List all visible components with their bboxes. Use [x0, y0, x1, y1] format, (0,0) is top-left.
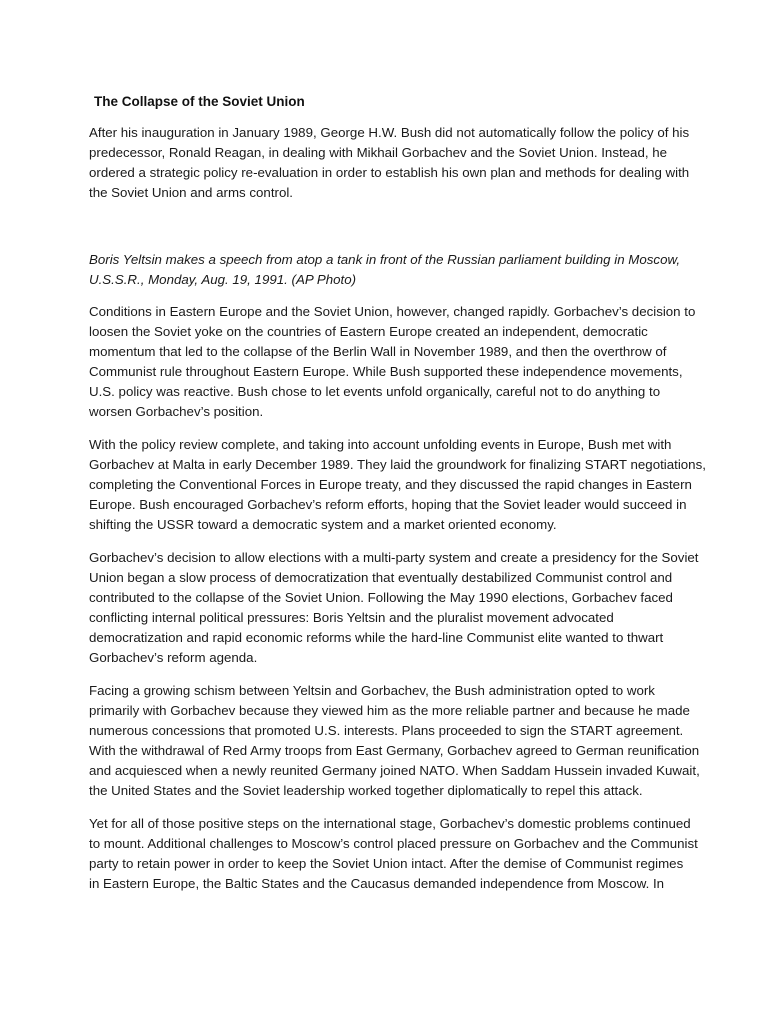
text-line: loosen the Soviet yoke on the countries of Eastern Europe created an independent, democratic	[89, 324, 648, 339]
text-line: primarily with Gorbachev because they viewed him as the more reliable partner and because he made	[89, 703, 690, 718]
text-line: Union began a slow process of democratization that eventually destabilized Communist control and	[89, 570, 673, 585]
text-line: to mount. Additional challenges to Moscow’s control placed pressure on Gorbachev and the Communist	[89, 836, 698, 851]
text-line: momentum that led to the collapse of the Berlin Wall in November 1989, and then the overthrow of	[89, 344, 667, 359]
paragraph-schism	[89, 681, 700, 801]
text-line: numerous concessions that promoted U.S. interests. Plans proceeded to sign the START agreement.	[89, 723, 684, 738]
text-line: U.S. policy was reactive. Bush chose to let events unfold organically, careful not to do anything to	[89, 384, 661, 399]
text-line: the Soviet Union and arms control.	[89, 185, 293, 200]
text-line: Gorbachev at Malta in early December 1989. They laid the groundwork for finalizing START negotiations,	[89, 457, 706, 472]
paragraph-intro	[89, 123, 689, 203]
paragraph-domestic-problems	[89, 814, 698, 894]
paragraph-conditions	[89, 302, 696, 422]
page-title: The Collapse of the Soviet Union	[94, 94, 305, 109]
text-line: With the policy review complete, and taking into account unfolding events in Europe, Bush met with	[89, 437, 672, 452]
paragraph-malta	[89, 435, 706, 535]
text-line: Europe. Bush encouraged Gorbachev’s reform efforts, hoping that the Soviet leader would succeed in	[89, 497, 687, 512]
text-line: democratization and rapid economic reforms while the hard-line Communist elite wanted to thwart	[89, 630, 664, 645]
text-line: in Eastern Europe, the Baltic States and the Caucasus demanded independence from Moscow. In	[89, 876, 665, 891]
photo-caption	[89, 250, 689, 290]
text-line: Conditions in Eastern Europe and the Soviet Union, however, changed rapidly. Gorbachev’s decision to	[89, 304, 696, 319]
text-line: the United States and the Soviet leadership worked together diplomatically to repel this attack.	[89, 783, 643, 798]
text-line: contributed to the collapse of the Soviet Union. Following the May 1990 elections, Gorbachev faced	[89, 590, 673, 605]
text-line: shifting the USSR toward a democratic system and a market oriented economy.	[89, 517, 557, 532]
text-line: Communist rule throughout Eastern Europe. While Bush supported these independence movements,	[89, 364, 683, 379]
text-line: conflicting internal political pressures: Boris Yeltsin and the pluralist movement advocated	[89, 610, 614, 625]
text-line: completing the Conventional Forces in Europe treaty, and they discussed the rapid changes in Eastern	[89, 477, 692, 492]
text-line: and acquiesced when a newly reunited Germany joined NATO. When Saddam Hussein invaded Kuwait,	[89, 763, 700, 778]
caption-line: Boris Yeltsin makes a speech from atop a tank in front of the Russian parliament building in Moscow,	[89, 252, 681, 267]
caption-line: U.S.S.R., Monday, Aug. 19, 1991. (AP Photo)	[89, 272, 357, 287]
text-line: Gorbachev’s decision to allow elections with a multi-party system and create a presidency for the Soviet	[89, 550, 699, 565]
text-line: With the withdrawal of Red Army troops from East Germany, Gorbachev agreed to German reunification	[89, 743, 700, 758]
text-line: worsen Gorbachev’s position.	[89, 404, 264, 419]
paragraph-elections	[89, 548, 699, 668]
text-line: Yet for all of those positive steps on the international stage, Gorbachev’s domestic problems continued	[89, 816, 691, 831]
text-line: Gorbachev’s reform agenda.	[89, 650, 258, 665]
text-line: party to retain power in order to keep the Soviet Union intact. After the demise of Communist regimes	[89, 856, 684, 871]
text-line: predecessor, Ronald Reagan, in dealing with Mikhail Gorbachev and the Soviet Union. Instead, he	[89, 145, 668, 160]
text-line: After his inauguration in January 1989, George H.W. Bush did not automatically follow the policy of his	[89, 125, 690, 140]
text-line: Facing a growing schism between Yeltsin and Gorbachev, the Bush administration opted to work	[89, 683, 655, 698]
text-line: ordered a strategic policy re-evaluation in order to establish his own plan and methods for dealing with	[89, 165, 690, 180]
